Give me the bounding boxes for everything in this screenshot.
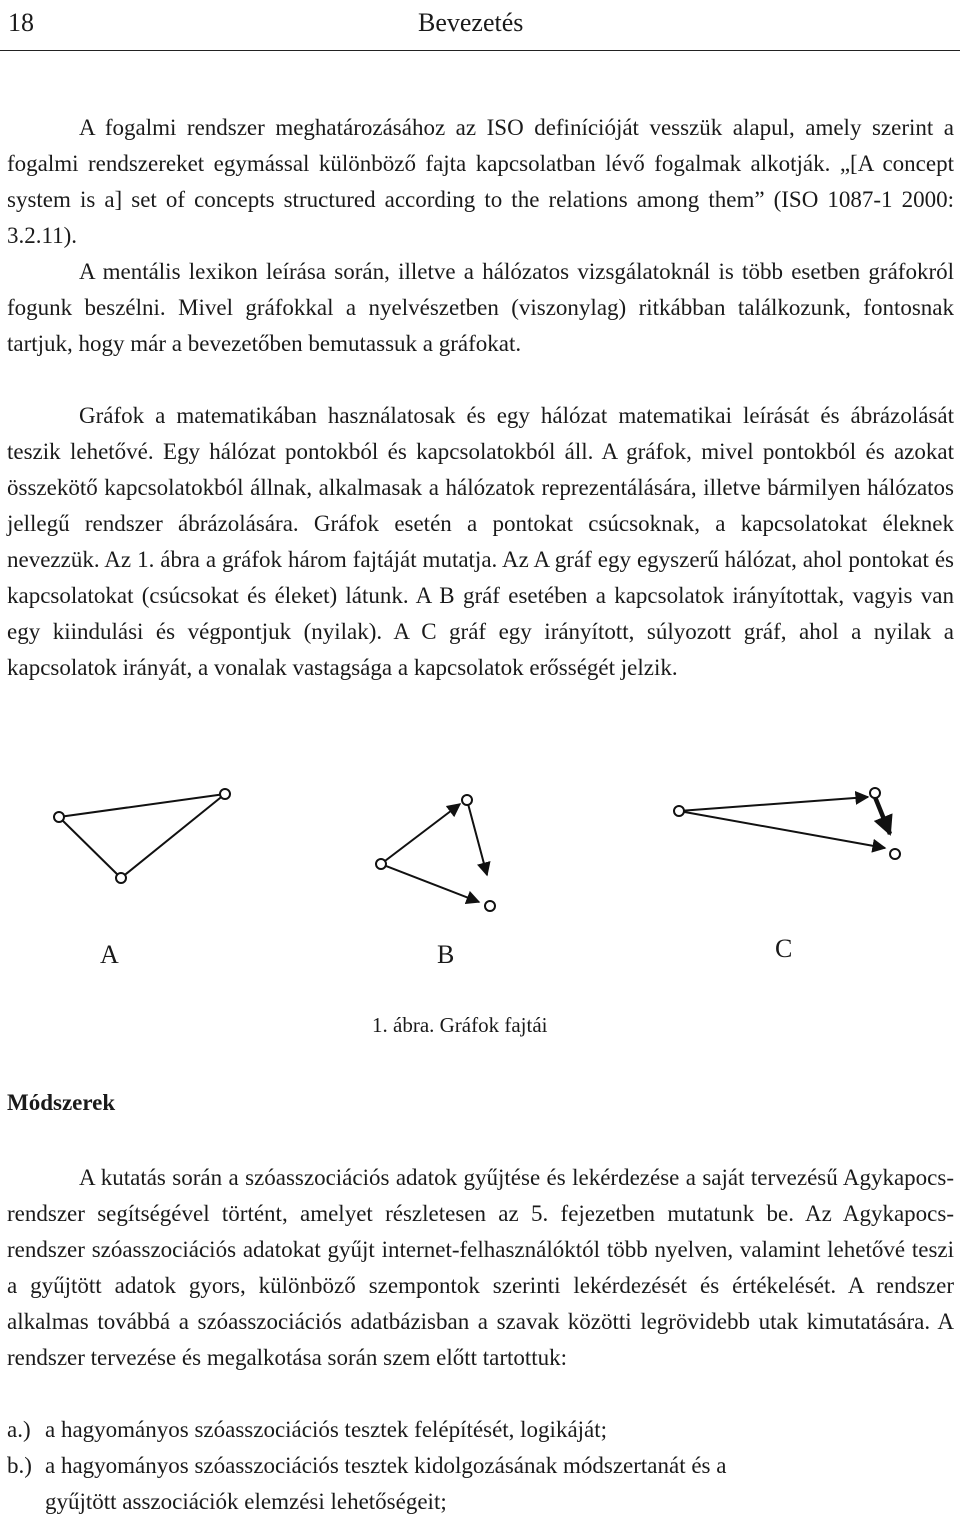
page-number: 18: [8, 8, 34, 37]
page-header: [0, 0, 960, 52]
figure-graph-types: [0, 770, 960, 1030]
graph-b: [376, 795, 495, 911]
list-marker: b.): [7, 1453, 32, 1478]
graph-b-edge: [381, 804, 460, 864]
section-heading: Módszerek: [7, 1090, 116, 1115]
graph-b-node: [376, 859, 386, 869]
graph-b-node: [485, 901, 495, 911]
graph-b-edge: [381, 864, 479, 902]
list-marker: a.): [7, 1417, 31, 1442]
graph-b-node: [462, 795, 472, 805]
paragraph-iso-definition: A fogalmi rendszer meghatározásához az ISO definícióját vesszük alapul, amely szerint a fogalmi rendszereket egymással különböző fajta kapcsolatban lévő fogalmak alkotják. „[A concept system is a] set of concepts structured according to the relations among them” (ISO 1087-1 2000: 3.2.11).: [7, 115, 954, 248]
list-item-text: a hagyományos szóasszociációs tesztek kidolgozásának módszertanát és a: [45, 1453, 727, 1478]
graph-c-edge: [679, 797, 868, 811]
list-item-text: a hagyományos szóasszociációs tesztek felépítését, logikáját;: [45, 1417, 608, 1442]
paragraph-methods: A kutatás során a szóasszociációs adatok gyűjtése és lekérdezése a saját tervezésű Agykapocs-rendszer segítségével történt, amelyet részletesen az 5. fejezetben mutatunk be. Az Agykapocs-rendszer szóasszociációs adatokat gyűjt internet-felhasználóktól több nyelven, valamint lehetővé teszi a gyűjtött adatok gyors, különböző szempontok szerinti lekérdezését és értékelését. A rendszer alkalmas továbbá a szóasszociációs adatbázisban a szavak közötti legrövidebb utak kimutatására. A rendszer tervezése és megalkotása során szem előtt tartottuk:: [7, 1165, 954, 1370]
graph-c-label: C: [775, 934, 793, 963]
graph-a-edge: [59, 817, 121, 878]
running-head: Bevezetés: [418, 8, 524, 37]
list-item: [7, 1412, 954, 1448]
graph-b-edge: [467, 800, 487, 875]
graph-a-node: [116, 873, 126, 883]
graph-a: [54, 789, 230, 883]
graph-a-node: [54, 812, 64, 822]
header-rule: [0, 50, 960, 51]
graph-c-node: [870, 788, 880, 798]
paragraph-mental-lexicon: A mentális lexikon leírása során, illetve a hálózatos vizsgálatoknál is több esetben gráfokról fogunk beszélni. Mivel gráfokkal a nyelvészetben (viszonylag) ritkábban találkozunk, fontosnak tartjuk, hogy már a bevezetőben bemutassuk a gráfokat.: [7, 259, 954, 356]
figure-caption: 1. ábra. Gráfok fajtái: [372, 1013, 548, 1037]
graph-c: [674, 788, 900, 859]
graph-a-node: [220, 789, 230, 799]
list-item: [7, 1448, 954, 1520]
graph-c-node: [674, 806, 684, 816]
paragraph-graphs: Gráfok a matematikában használatosak és egy hálózat matematikai leírását és ábrázolását teszik lehetővé. Egy hálózat pontokból és kapcsolatokból áll. A gráfok, mivel pontokból és azokat összekötő kapcsolatokból állnak, alkalmasak a hálózatok reprezentálására, illetve bármilyen hálózatos jellegű rendszer ábrázolására. Gráfok esetén a pontokat csúcsoknak, a kapcsolatokat éleknek nevezzük. Az 1. ábra a gráfok három fajtáját mutatja. Az A gráf egy egyszerű hálózat, ahol pontokat és kapcsolatokat (csúcsokat és éleket) látunk. A B gráf esetében a kapcsolatok irányítottak, vagyis van egy kiindulási és végpontjuk (nyilak). A C gráf egy irányított, súlyozott gráf, ahol a nyilak a kapcsolatok irányát, a vonalak vastagsága a kapcsolatok erősségét jelzik.: [7, 403, 954, 680]
graph-c-edge: [679, 811, 885, 848]
list-item-text-continued: gyűjtött asszociációk elemzési lehetőségeit;: [45, 1489, 447, 1514]
graph-diagrams: [0, 770, 960, 1000]
graph-b-label: B: [437, 940, 455, 969]
graph-a-label: A: [100, 940, 119, 969]
graph-c-edge-heavy: [875, 797, 890, 834]
graph-c-node: [890, 849, 900, 859]
